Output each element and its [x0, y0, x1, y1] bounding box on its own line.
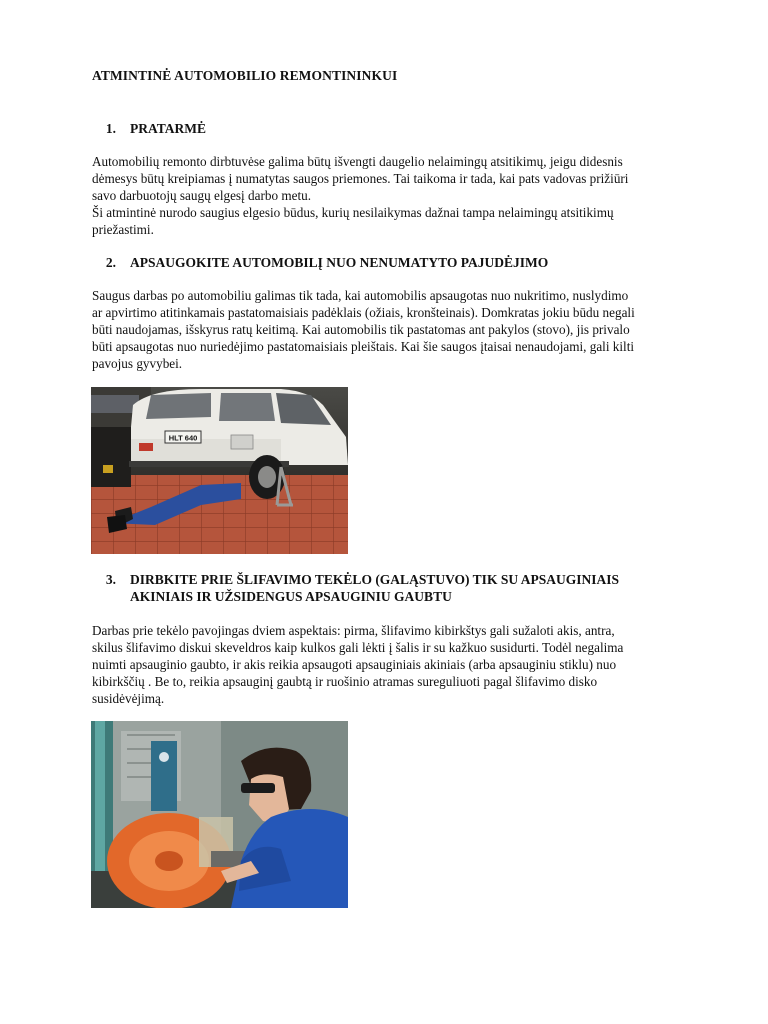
section-title-multiline — [130, 571, 700, 605]
document-title: ATMINTINĖ AUTOMOBILIO REMONTININKUI — [92, 68, 398, 83]
paragraph-line: Darbas prie tekėlo pavojingas dviem aspektais: pirma, šlifavimo kibirkštys gali sužaloti akis, antra, — [92, 623, 615, 638]
section-title: APSAUGOKITE AUTOMOBILĮ NUO NENUMATYTO PAJUDĖJIMO — [130, 255, 549, 270]
section-3-paragraph — [92, 622, 732, 707]
paragraph-line: dėmesys būtų kreipiamas į numatytas saugos priemones. Tai taikoma ir tada, kai pats vadovas prižiūri — [92, 171, 629, 186]
section-number: 2. — [105, 255, 116, 270]
section-1-paragraph — [92, 153, 732, 238]
paragraph-line: būti apsaugotas nuo nuriedėjimo pastatomaisiais pleištais. Kai šie saugos įtaisai nenaudojami, gali kilti — [92, 339, 635, 354]
paragraph-line: skilus šlifavimo diskui skeveldros kaip kulkos gali lėkti į šalis ir su kažkuo susidurti. Todėl negalima — [92, 640, 624, 655]
section-2-paragraph — [92, 287, 732, 372]
license-plate-text: HLT 640 — [168, 433, 198, 443]
paragraph-line: susidėvėjimą. — [92, 691, 165, 706]
section-number: 3. — [105, 572, 116, 587]
section-title-line: AKINIAIS IR UŽSIDENGUS APSAUGINIU GAUBTU — [130, 589, 452, 604]
car-on-stands-photo — [91, 387, 348, 554]
paragraph-line: priežastimi. — [92, 222, 154, 237]
paragraph-line: savo darbuotojų saugų elgesį darbo metu. — [92, 188, 312, 203]
section-title: PRATARMĖ — [130, 121, 206, 136]
paragraph-line: Ši atmintinė nurodo saugius elgesio būdus, kurių nesilaikymas dažnai tampa nelaimingų atsitikimų — [92, 205, 614, 220]
section-1-heading — [92, 120, 712, 137]
paragraph-line: Saugus darbas po automobiliu galimas tik tada, kai automobilis apsaugotas nuo nukritimo, nuslydimo — [92, 288, 629, 303]
paragraph-line: būti naudojamas, išskyrus ratų keitimą. Kai automobilis tik pastatomas ant pakylos (stovo), jis privalo — [92, 322, 630, 337]
section-3-heading — [92, 571, 712, 605]
paragraph-line: Automobilių remonto dirbtuvėse galima būtų išvengti daugelio nelaimingų atsitikimų, jeigu didesnis — [92, 154, 623, 169]
section-number: 1. — [105, 121, 116, 136]
paragraph-line: ar apvirtimo atitinkamais pastatomaisiais padėklais (ožiais, kronšteinais). Domkratas jokiu būdu negali — [92, 305, 635, 320]
grinder-worker-photo — [91, 721, 348, 908]
paragraph-line: kibirkščių . Be to, reikia apsauginį gaubtą ir ruošinio atramas sureguliuoti pagal šlifavimo disko — [92, 674, 598, 689]
paragraph-line: nuimti apsauginio gaubto, ir akis reikia apsaugoti apsauginiais akiniais (arba apsauginiu stiklu) nuo — [92, 657, 617, 672]
paragraph-line: pavojus gyvybei. — [92, 356, 183, 371]
section-2-heading — [92, 254, 712, 271]
section-title-line: DIRBKITE PRIE ŠLIFAVIMO TEKĖLO (GALĄSTUVO) TIK SU APSAUGINIAIS — [130, 572, 619, 587]
